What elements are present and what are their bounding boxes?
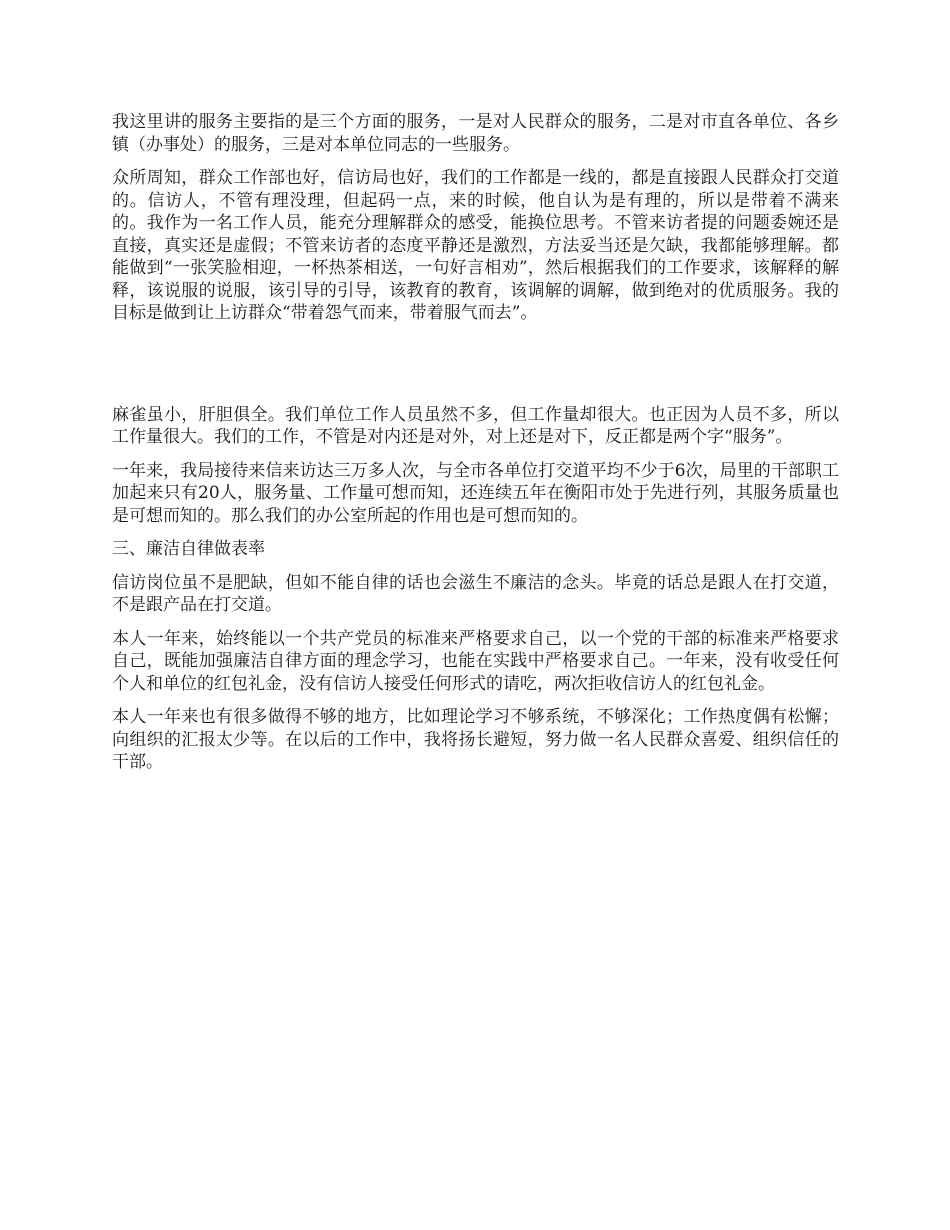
paragraph-shortcomings: 本人一年来也有很多做得不够的地方，比如理论学习不够系统，不够深化；工作热度偶有松懈；向组织的汇报太少等。在以后的工作中，我将扬长避短，努力做一名人民群众喜爱、组织信任的干部。: [112, 707, 839, 772]
blank-gap: [112, 336, 839, 404]
paragraph-services-scope: 我这里讲的服务主要指的是三个方面的服务，一是对人民群众的服务，二是对市直各单位、各乡镇（办事处）的服务，三是对本单位同志的一些服务。: [112, 112, 839, 155]
paragraph-annual-stats: 一年来，我局接待来信来访达三万多人次，与全市各单位打交道平均不少于6次，局里的干部职工加起来只有20人，服务量、工作量可想而知，还连续五年在衡阳市处于先进行列，其服务质量也是可想而知的。那么我们的办公室所起的作用也是可想而知的。: [112, 460, 839, 526]
paragraph-small-unit: 麻雀虽小，肝胆俱全。我们单位工作人员虽然不多，但工作量却很大。也正因为人员不多，所以工作量很大。我们的工作，不管是对内还是对外，对上还是对下，反正都是两个字“服务”。: [112, 404, 839, 447]
paragraph-self-discipline: 本人一年来，始终能以一个共产党员的标准来严格要求自己，以一个党的干部的标准来严格要求自己，既能加强廉洁自律方面的理念学习，也能在实践中严格要求自己。一年来，没有收受任何个人和单位的红包礼金，没有信访人接受任何形式的请吃，两次拒收信访人的红包礼金。: [112, 628, 839, 694]
document-body: [112, 111, 839, 785]
section-heading-integrity: 三、廉洁自律做表率: [112, 539, 265, 559]
paragraph-integrity-risk: 信访岗位虽不是肥缺，但如不能自律的话也会滋生不廉洁的念头。毕竟的话总是跟人在打交道，不是跟产品在打交道。: [112, 572, 839, 615]
paragraph-mass-work: 众所周知，群众工作部也好，信访局也好，我们的工作都是一线的，都是直接跟人民群众打交道的。信访人，不管有理没理，但起码一点，来的时候，他自认为是有理的，所以是带着不满来的。我作为一名工作人员，能充分理解群众的感受，能换位思考。不管来访者提的问题委婉还是直接，真实还是虚假；不管来访者的态度平静还是激烈，方法妥当还是欠缺，我都能够理解。都能做到“一张笑脸相迎，一杯热茶相送，一句好言相劝”，然后根据我们的工作要求，该解释的解释，该说服的说服，该引导的引导，该教育的教育，该调解的调解，做到绝对的优质服务。我的目标是做到让上访群众“带着怨气而来，带着服气而去”。: [112, 168, 839, 323]
